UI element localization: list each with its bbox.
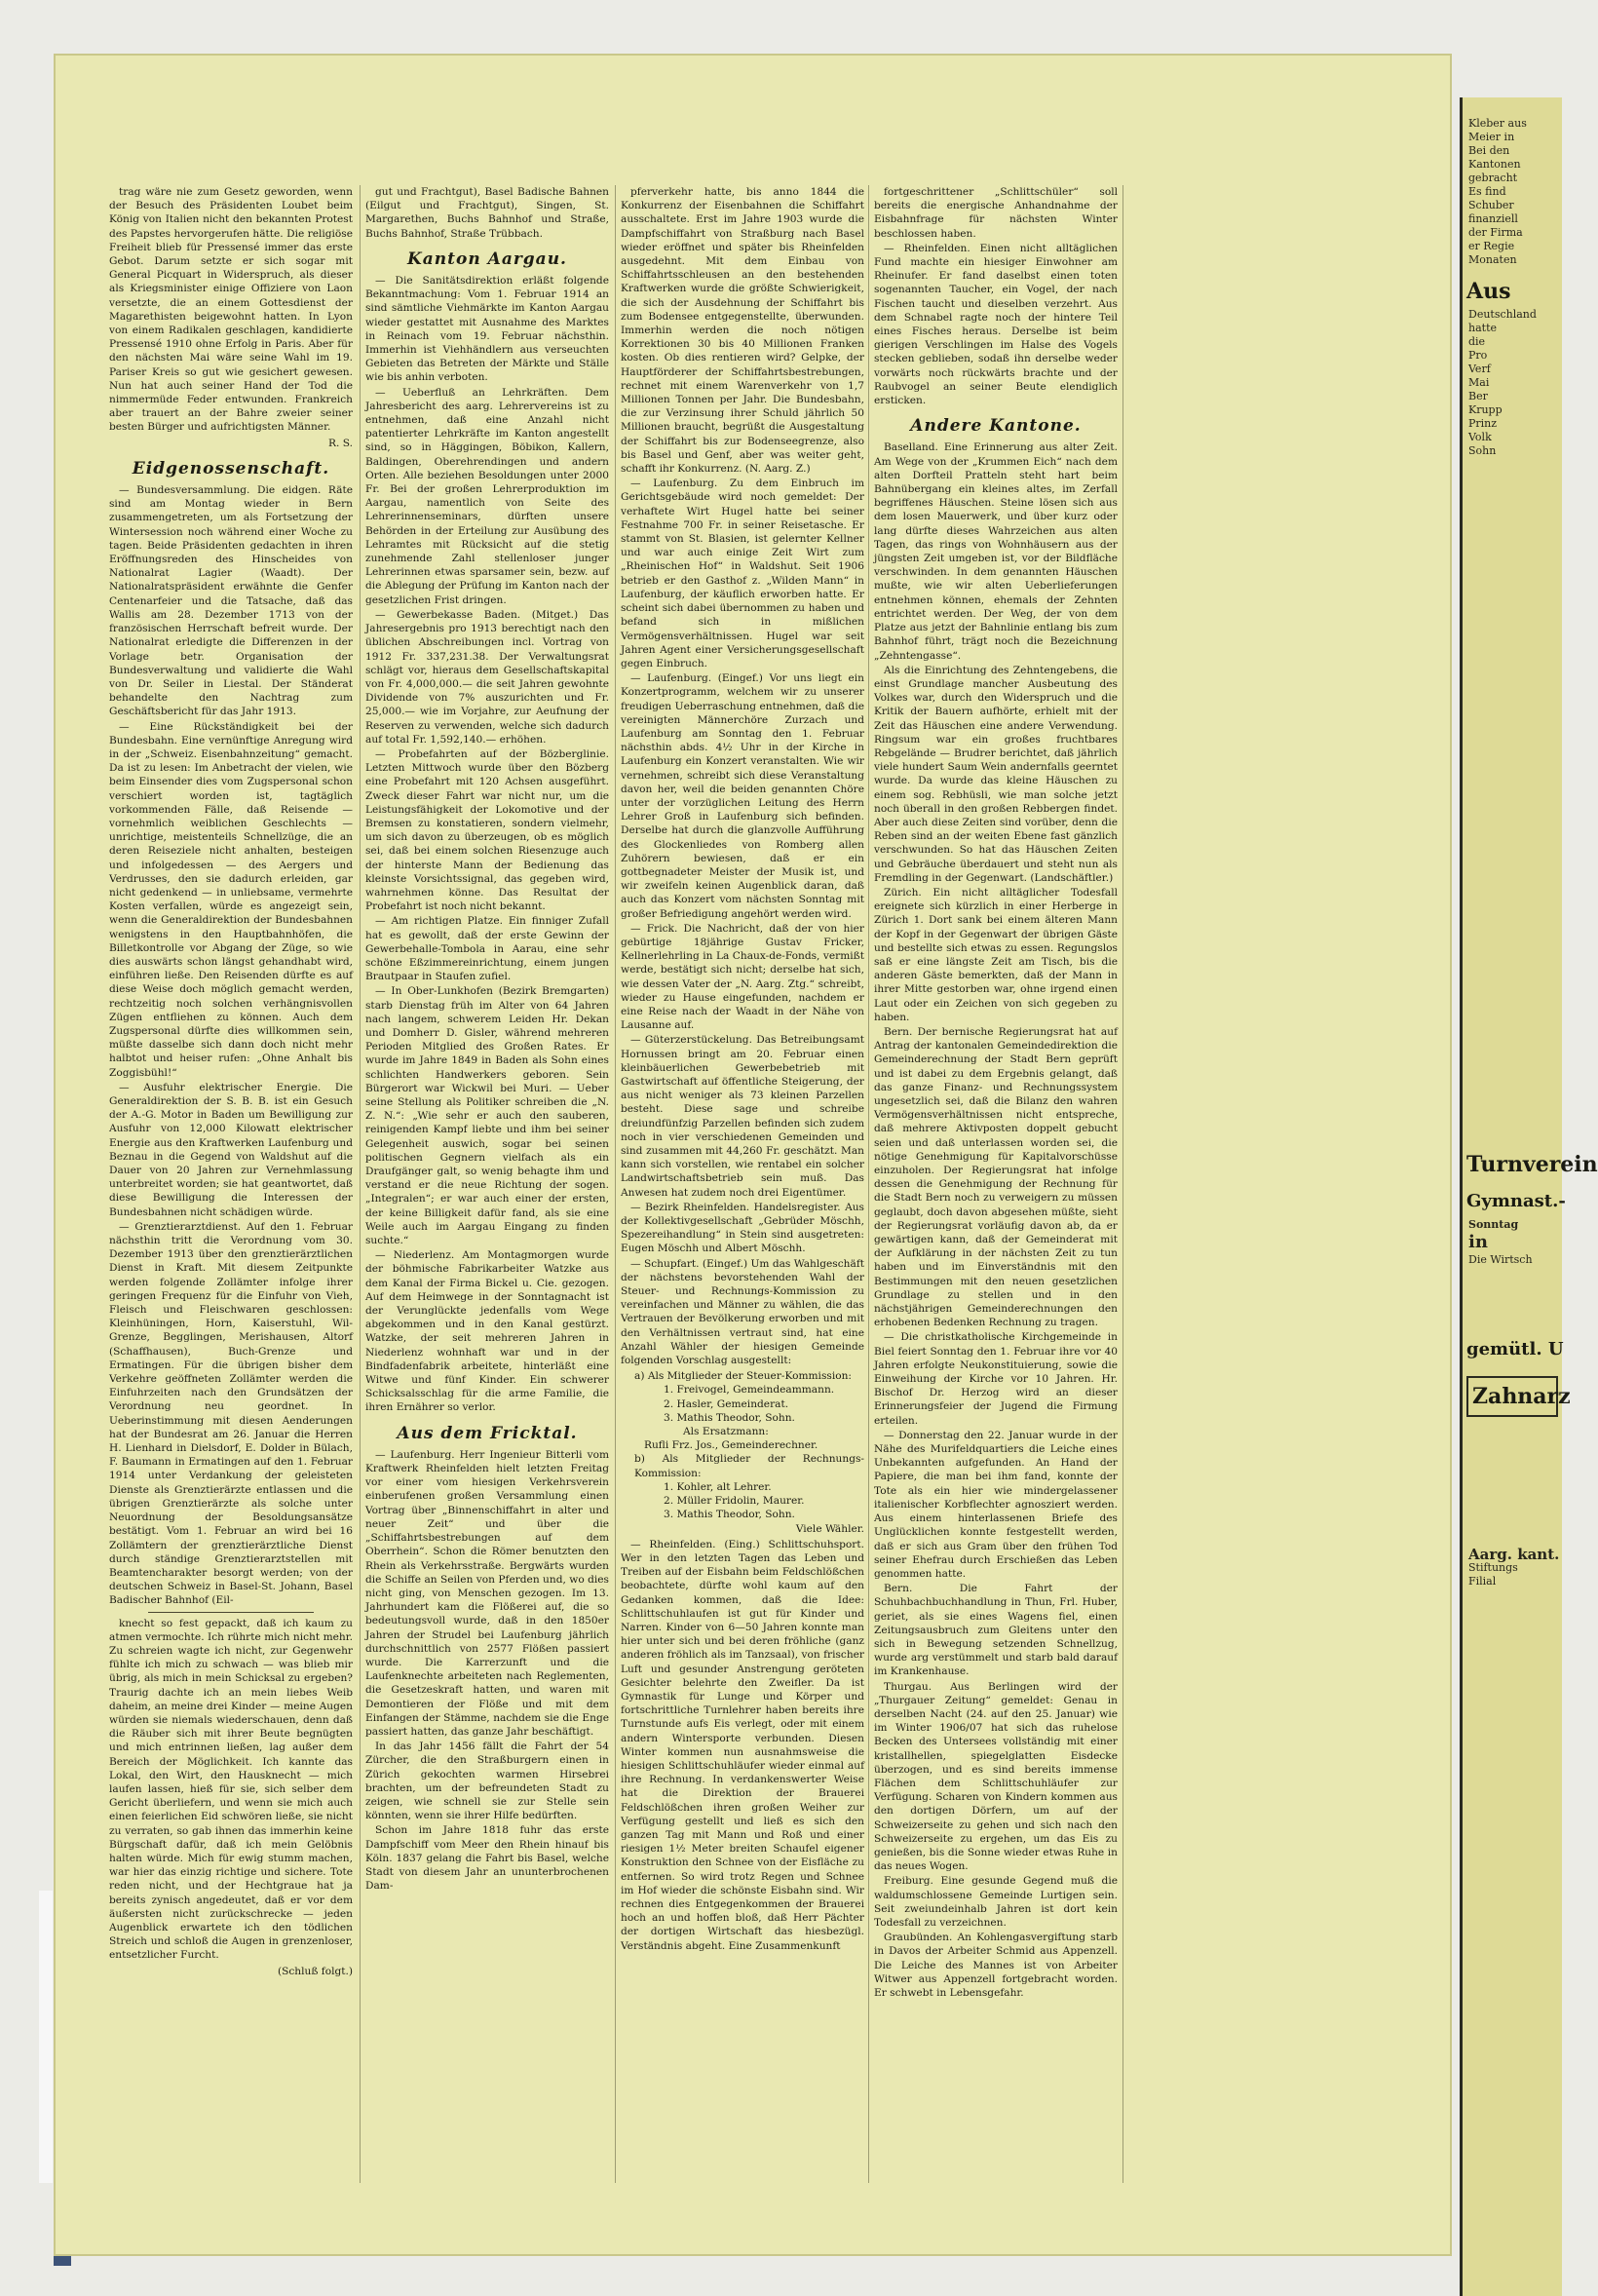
column-rule xyxy=(360,185,361,2183)
article-paragraph: — Probefahrten auf der Bözberglinie. Letzten Mittwoch wurde über den Bözberg eine Probefahrt mit 120 Achsen ausgeführt. Zweck dieser Fahrt war nicht nur, um die Leistungsfähigkeit der Lokomotive und der Bremsen zu konstatieren, sondern vielmehr, um sich davon zu überzeugen, ob es möglich sei, daß bei einem solchen Riesenzuge auch der hinterste Mann der Bedienung das kleinste Vorsichtssignal, das gegeben wird, wahrnehmen könne. Das Resultat der Probefahrt ist noch nicht bekannt. xyxy=(365,747,609,913)
article-paragraph: In das Jahr 1456 fällt die Fahrt der 54 Zürcher, die den Straßburgern einen in Zürich gekochten warmen Hirsebrei brachten, um der befreundeten Stadt zu zeigen, wie schnell sie zur Stelle sein könnten, wenn sie ihrer Hilfe bedürften. xyxy=(365,1741,609,1822)
article-paragraph: — Laufenburg. (Eingef.) Vor uns liegt ein Konzertprogramm, welchem wir zu unserer freudigen Ueberraschung entnehmen, daß die vereinigten Männerchöre Zurzach und Laufenburg am Sonntag den 1. Februar nächsthin abds. 4½ Uhr in der Kirche in Laufenburg ein Konzert veranstalten. Wie wir vernehmen, schreibt sich diese Veranstaltung davon her, weil die beiden genannten Chöre unter der vorzüglichen Leitung des Herrn Lehrer Groß in Laufenburg sich befinden. Derselbe hat durch die glanzvolle Aufführung des Glockenliedes von Romberg allen Zuhörern bewiesen, daß er ein gottbegnadeter Meister der Musik ist, und wir zweifeln keinen Augenblick daran, daß auch das Konzert vom nächsten Sonntag mit großer Befriedigung angehört werden wird. xyxy=(621,672,864,920)
article-paragraph: — Bundesversammlung. Die eidgen. Räte sind am Montag wieder in Bern zusammengetreten, um als Fortsetzung der Wintersession noch während einer Woche zu tagen. Beide Präsidenten gedachten in ihren Eröffnungsreden des Hinscheides von Nationalrat Lagier (Waadt). Der Nationalratspräsident erwähnte die Genfer Centenarfeier und die Tatsache, daß das Wallis am 28. Dezember 1713 von der französischen Herrschaft befreit wurde. Der Nationalrat erledigte die Differenzen in der Vorlage betr. Organisation der Bundesverwaltung und validierte die Wahl von Dr. Seiler in Liestal. Der Ständerat behandelte den Nachtrag zum Geschäftsbericht für das Jahr 1913. xyxy=(109,484,353,718)
adjacent-text-line: Kleber aus xyxy=(1468,117,1527,130)
adjacent-text-line: Die Wirtsch xyxy=(1468,1253,1533,1266)
list-item: 3. Mathis Theodor, Sohn. xyxy=(664,1509,795,1521)
article-paragraph: — Donnerstag den 22. Januar wurde in der Nähe des Murifeldquartiers die Leiche eines Unbekannten aufgefunden. An Hand der Papiere, die man bei ihm fand, konnte der Tote als ein hier wie mindergelassener italienischer Korbflechter agnosziert werden. Aus einem hinterlassenen Briefe des Unglücklichen konnte festgestellt werden, daß er sich aus Gram über den frühen Tod seiner Ehefrau durch Erschießen das Leben genommen hatte. xyxy=(874,1429,1118,1580)
article-text: gut und Frachtgut), Basel Badische Bahnen (Eilgut und Frachtgut), Singen, St. Margarethen, Buchs Bahnhof und Straße, Buchs Bahnhof, Straße Trübbach. xyxy=(365,186,609,240)
adjacent-text-line: finanziell xyxy=(1468,212,1518,225)
section-heading: Kanton Aargau. xyxy=(407,249,567,269)
article-signature: R. S. xyxy=(328,437,353,449)
adjacent-text-line: Prinz xyxy=(1468,417,1498,430)
article-paragraph: — Laufenburg. Herr Ingenieur Bitterli vom Kraftwerk Rheinfelden hielt letzten Freitag vor einer vom hiesigen Verkehrsverein einberufenen großen Versammlung einen Vortrag über „Binnenschiffahrt in alter und neuer Zeit“ und über die „Schiffahrtsbestrebungen auf dem Oberrhein“. Schon die Römer benutzten den Rhein als Verkehrsstraße. Bergwärts wurden die Schiffe an Seilen von Pferden und, wo dies nicht ging, von Menschen gezogen. Im 13. Jahrhundert kam die Flößerei auf, die so bedeutungsvoll wurde, daß in den 1850er Jahren der Strudel bei Laufenburg jährlich durchschnittlich von 2577 Flößen passiert wurde. Die Karrerzunft und die Laufenknechte arbeiteten nach Reglementen, die Gesetzeskraft hatten, und waren mit Demontieren der Flöße und mit dem Einfangen der Stämme, nachdem sie die Enge passiert hatten, das ganze Jahr beschäftigt. xyxy=(365,1448,609,1738)
adjacent-text-line: er Regie xyxy=(1468,240,1515,252)
article-paragraph: — Ausfuhr elektrischer Energie. Die Generaldirektion der S. B. B. ist ein Gesuch der A.-G. Motor in Baden um Bewilligung zur Ausfuhr von 12,000 Kilowatt elektrischer Energie aus den Kraftwerken Laufenburg und Beznau in die Gegend von Waldshut auf die Dauer von 20 Jahren zur Vernehmlassung unterbreitet worden; sie hat geantwortet, daß diese Bewilligung die Interessen der Bundesbahnen nicht schädigen würde. xyxy=(109,1081,353,1218)
article-text: fortgeschrittener „Schlittschüler“ soll bereits die energische Anhandnahme der Eisbahnfrage für nächsten Winter beschlossen haben. xyxy=(874,186,1118,240)
section-heading: Andere Kantone. xyxy=(910,416,1082,437)
article-paragraph: — Laufenburg. Zu dem Einbruch im Gerichtsgebäude wird noch gemeldet: Der verhaftete Wirt Hugel hatte bei seiner Festnahme 700 Fr. in seiner Reisetasche. Er stammt von St. Blasien, ist gelernter Kellner und war auch einige Zeit Wirt zum „Rheinischen Hof“ in Waldshut. Seit 1906 betrieb er den Gasthof z. „Wilden Mann“ in Laufenburg, der käuflich erworben hatte. Er scheint sich dabei übernommen zu haben und befand sich in mißlichen Vermögensverhältnissen. Hugel war seit Jahren Agent einer Versicherungsgesellschaft gegen Einbruch. xyxy=(621,478,864,670)
adjacent-text-line: Bei den xyxy=(1468,144,1510,157)
article-paragraph: Als die Einrichtung des Zehntengebens, die einst Grundlage mancher Ausbeutung des Volkes war, durch den Widerspruch und die Kritik der Bauern aufhörte, erhielt mit der Zeit das Häuschen eine andere Verwendung. Ringsum war ein großes fruchtbares Rebgelände — Brudrer berichtet, daß jährlich viele hundert Saum Wein andernfalls geerntet wurde. Da wurde das kleine Häuschen zu einem sog. Rebhüsli, wie man solche jetzt noch überall in den großen Rebbergen findet. Aber auch diese Zeiten sind vorüber, denn die Reben sind an der weiten Ebene fast gänzlich verschwunden. So hat das Häuschen Zeiten und Gebräuche überdauert und steht nun als Fremdling in der Gegenwart. (Landschäftler.) xyxy=(874,664,1118,884)
article-paragraph: — Schupfart. (Eingef.) Um das Wahlgeschäft der nächstens bevorstehenden Wahl der Steuer- und Rechnungs-Kommission zu vereinfachen und Männer zu wählen, die das Vertrauen der Bevölkerung erworben und mit den Verhältnissen vertraut sind, hat eine Anzahl Wähler der hiesigen Gemeinde folgenden Vorschlag ausgestellt: xyxy=(621,1257,864,1367)
list-item: 1. Freivogel, Gemeindeammann. xyxy=(664,1384,835,1397)
article-paragraph: — Gewerbekasse Baden. (Mitget.) Das Jahresergebnis pro 1913 berechtigt nach den üblichen Abschreibungen incl. Vortrag von 1912 Fr. 337,231.38. Der Verwaltungsrat schlägt vor, hieraus dem Gesellschaftskapital von Fr. 4,000,000.— die seit Jahren gewohnte Dividende von 7% auszurichten und Fr. 25,000.— wie im Vorjahre, zur Aeufnung der Reserven zu verwenden, welche sich dadurch auf total Fr. 1,592,140.— erhöhen. xyxy=(365,608,609,746)
article-paragraph: Bern. Der bernische Regierungsrat hat auf Antrag der kantonalen Gemeindedirektion die Gemeinderechnung der Stadt Bern geprüft und ist dabei zu dem Ergebnis gelangt, daß das ganze Finanz- und Rechnungssystem ungesetzlich sei, daß die Bilanz den wahren Vermögensverhältnissen nicht entspreche, daß mehrere Aktivposten doppelt gebucht seien und daß unterlassen worden sei, die nötige Genehmigung für Kapitalvorschüsse einzuholen. Der Regierungsrat hat infolge dessen die Genehmigung der Rechnung für die Stadt Bern noch zu verweigern zu müssen geglaubt, doch davon abgesehen müßte, sieht der Regierungsrat vorläufig davon ab, da er gewärtigen kann, daß der Gemeinderat mit der Aufklärung in der nächsten Zeit zu tun haben und im Einverständnis mit den Bestimmungen mit den neuen gesetzlichen Grundlage zu stellen und in den nächstjährigen Gemeinderechnungen den erhobenen Bedenken Rechnung zu tragen. xyxy=(874,1025,1118,1329)
list-item: a) Als Mitglieder der Steuer-Kommission: xyxy=(634,1370,852,1383)
article-paragraph: — Die Sanitätsdirektion erläßt folgende Bekanntmachung: Vom 1. Februar 1914 an sind sämtliche Viehmärkte im Kanton Aargau wieder gestattet mit Ausnahme des Marktes in Reinach vom 19. Februar nächsthin. Immerhin ist Viehhändlern aus verseuchten Gebieten das Betreten der Märkte und Ställe wie bis anhin verboten. xyxy=(365,275,609,384)
article-paragraph: — Niederlenz. Am Montagmorgen wurde der böhmische Fabrikarbeiter Watzke aus dem Kanal der Firma Bickel u. Cie. gezogen. Auf dem Heimwege in der Sonntagnacht ist der Verunglückte jedenfalls vom Wege abgekommen und in den Kanal gestürzt. Watzke, der seit mehreren Jahren in Niederlenz wohnhaft war und in der Bindfadenfabrik arbeitete, hinterläßt eine Witwe und fünf Kinder. Ein schwerer Schicksalsschlag für die arme Familie, die ihren Ernährer so verlor. xyxy=(365,1249,609,1414)
adjacent-text-line: Volk xyxy=(1468,431,1492,443)
adjacent-text-line: Monaten xyxy=(1468,253,1517,266)
adjacent-text-line: Stiftungs xyxy=(1468,1561,1518,1574)
column-rule xyxy=(615,185,616,2183)
article-paragraph: Bern. Die Fahrt der Schuhbachbuchhandlung in Thun, Frl. Huber, geriet, als sie eines Wagens fiel, einen Zeitungsausbruch zum Gleitens unter den sich in Bewegung setzenden Schnellzug, wurde arg verstümmelt und starb bald darauf im Krankenhause. xyxy=(874,1583,1118,1678)
column-3 xyxy=(621,185,864,1954)
list-item: Als Ersatzmann: xyxy=(683,1426,769,1438)
adjacent-text-line: gebracht xyxy=(1468,172,1518,184)
article-text: pferverkehr hatte, bis anno 1844 die Konkurrenz der Eisenbahnen die Schiffahrt ausschaltete. Erst im Jahre 1903 wurde die Dampfschiffahrt von Straßburg nach Basel wieder eröffnet und später bis Rheinfelden ausgedehnt. Mit dem Einbau von Schiffahrtsschleusen an den bestehenden Kraftwerken wurde die größte Schwierigkeit, die sich der Ausdehnung der Schiffahrt bis zum Bodensee entgegenstellte, überwunden. Immerhin werden die noch nötigen Korrektionen 30 bis 40 Millionen Franken kosten. Ob dies rentieren wird? Gelpke, der Hauptförderer der Schiffahrtsbestrebungen, rechnet mit einem Warenverkehr von 1,7 Millionen Tonnen per Jahr. Die Bundesbahn, die zur Verzinsung ihrer Schuld jährlich 50 Millionen braucht, begrüßt die Ausgestaltung der Schiffahrt bis zur Bodenseegrenze, also bis Basel und Genf, aber was weiter geht, schafft ihr Konkurrenz. (N. Aarg. Z.) xyxy=(621,186,864,476)
election-list xyxy=(634,1369,864,1535)
list-item: Viele Wähler. xyxy=(795,1522,864,1535)
adjacent-text-line: hatte xyxy=(1468,322,1497,334)
adjacent-ad-box xyxy=(1466,1376,1571,1417)
article-paragraph: — Rheinfelden. (Eing.) Schlittschuhsport. Wer in den letzten Tagen das Leben und Treiben auf der Eisbahn beim Feldschlößchen beobachtete, dürfte wohl kaum auf den Gedanken kommen, daß die Idee: Schlittschuhlaufen ist gut für Kinder und Narren. Kinder von 6—50 Jahren konnte man hier unter sich und bei deren fröhliche (ganz anderen fröhlich als im Tanzsaal), von frischer Luft und gesunder Anstrengung geröteten Gesichter belehrte den Zweifler. Da ist Gymnastik für Lunge und Körper und fortschrittliche Turnlehrer haben bereits ihre Turnstunde aufs Eis verlegt, oder mit einem andern Wintersporte verbunden. Diesen Winter kommen nun ausnahmsweise die hiesigen Schlittschuhläufer wieder einmal auf ihre Rechnung. In verdankenswerter Weise hat die Direktion der Brauerei Feldschlößchen ihren großen Weiher zur Verfügung gestellt und ließ es sich den ganzen Tag mit Mann und Roß und einer riesigen 1½ Meter breiten Schaufel eigener Konstruktion den Schnee von der Eisfläche zu entfernen. So wird trotz Regen und Schnee im Hof wieder die schönste Eisbahn sind. Wir rechnen dies Entgegenkommen der Brauerei hoch an und hoffen bloß, daß Herr Pächter der dortigen Wirtschaft das hiesbezügl. Verständnis abgeht. Eine Zusammenkunft xyxy=(621,1538,864,1952)
article-paragraph: — In Ober-Lunkhofen (Bezirk Bremgarten) starb Dienstag früh im Alter von 64 Jahren nach langem, schwerem Leiden Hr. Dekan und Domherr D. Gisler, während mehreren Perioden Mitglied des Großen Rates. Er wurde im Jahre 1849 in Baden als Sohn eines schlichten Handwerkers geboren. Sein Bürgerort war Wickwil bei Muri. — Ueber seine Stellung als Politiker schreiben die „N. Z. N.“: „Wie sehr er auch den sauberen, reinigenden Kampf liebte und ihm bei seiner Gelegenheit auswich, sogar bei seinen politischen Gegnern vielfach als ein Draufgänger galt, so wenig behagte ihm und verstand er die neue Richtung der sogen. „Integralen“; er war auch einer der ersten, der keine Billigkeit dafür fand, als sie eine Weile auch im Aargau Eingang zu finden suchte.“ xyxy=(365,985,609,1247)
adjacent-text-line: Krupp xyxy=(1468,403,1503,416)
adjacent-text-line: Pro xyxy=(1468,349,1488,362)
article-paragraph: Graubünden. An Kohlengasvergiftung starb in Davos der Arbeiter Schmid aus Appenzell. Die Leiche des Mannes ist von Arbeiter Witwer aus Appenzell fortgebracht worden. Er schwebt in Lebensgefahr. xyxy=(874,1932,1118,1999)
adjacent-text-line: Es find xyxy=(1468,185,1506,198)
list-item: Rufli Frz. Jos., Gemeinderechner. xyxy=(644,1439,818,1452)
page-clip-paper xyxy=(39,1891,53,2183)
adjacent-text-line: Kantonen xyxy=(1468,158,1521,171)
column-4 xyxy=(874,185,1118,2001)
adjacent-text-line: Sonntag xyxy=(1468,1218,1519,1231)
list-item: 1. Kohler, alt Lehrer. xyxy=(664,1480,772,1493)
adjacent-page-edge xyxy=(1460,97,1598,2296)
adjacent-text-line: in xyxy=(1468,1232,1488,1252)
article-paragraph: — Am richtigen Platze. Ein finniger Zufall hat es gewollt, daß der erste Gewinn der Gewerbehalle-Tombola in Aarau, eine sehr schöne Eßzimmereinrichtung, einem jungen Brautpaar in Staufen zufiel. xyxy=(365,915,609,983)
adjacent-text-line: die xyxy=(1468,335,1486,348)
article-paragraph: — Eine Rückständigkeit bei der Bundesbahn. Eine vernünftige Anregung wird in der „Schweiz. Eisenbahnzeitung“ gemacht. Da ist zu lesen: Im Anbetracht der vielen, wie beim Einsender dies vom Zugspersonal schon verschiert worden ist, tagtäglich vorkommenden Fälle, daß Reisende — vornehmlich weiblichen Geschlechts — unrichtige, meistenteils Schnellzüge, die an deren Reiseziele nicht anhalten, besteigen und infolgedessen — des Aergers und Verdrusses, den sie dadurch erleiden, gar nicht gedenkend — in unliebsame, vermehrte Kosten verfallen, würde es angezeigt sein, wenn die Generaldirektion der Bundesbahnen wenigstens in den Hauptbahnhöfen, die Billetkontrolle vor Abgang der Züge, so wie dies auswärts schon längst gehandhabt wird, einführen ließe. Den Reisenden dürfte es auf diese Weise doch möglich gemacht werden, rechtzeitig noch solchen verhängnisvollen Zügen entfliehen zu können. Auch dem Zugspersonal dürfte dies willkommen sein, müßte dasselbe sich dann doch nicht mehr halbtot und heiser rufen: „Ohne Anhalt bis Zoggisbühl!“ xyxy=(109,720,353,1079)
article-paragraph: Thurgau. Aus Berlingen wird der „Thurgauer Zeitung“ gemeldet: Genau in derselben Nacht (24. auf den 25. Januar) wie im Winter 1906/07 hat sich das ruhelose Becken des Untersees vollständig mit einer kristallhellen, spiegelglatten Eisdecke überzogen, und es sind bereits immense Flächen dem Schlittschuhläufer zur Verfügung. Scharen von Kindern kommen aus den dortigen Dörfern, um auf der Schweizerseite zu gehen und sich nach den Schweizerseite zu ergehen, um das Eis zu genießen, bis die Sonne wieder etwas Ruhe in das neues Wogen. xyxy=(874,1680,1118,1873)
list-item: b) Als Mitglieder der Rechnungs-Kommission: xyxy=(634,1453,864,1479)
adjacent-text-line: Aarg. kant. xyxy=(1468,1546,1560,1563)
adjacent-text-line: Mai xyxy=(1468,376,1490,389)
adjacent-text-line: der Firma xyxy=(1468,226,1523,239)
adjacent-ad-heading: Turnverein xyxy=(1466,1152,1598,1177)
feuilleton-text: knecht so fest gepackt, daß ich kaum zu atmen vermochte. Ich rührte mich nicht mehr. Zu schreien wagte ich nicht, zur Gegenwehr fühlte ich mich zu schwach — was blieb mir übrig, als mich in mein Schicksal zu ergeben? Traurig dachte ich an mein liebes Weib daheim, an meine drei Kinder — meine Augen würden sie niemals wiederschauen, denn daß die Räuber sich mit ihrer Beute begnügten und mich entrinnen ließen, lag außer dem Bereich der Möglichkeit. Ich kannte das Lokal, den Wirt, den Hausknecht — mich laufen lassen, hieß für sie, sich selber dem Gericht überliefern, und wenn sie mich auch einen feierlichen Eid schwören ließe, sie nicht zu verraten, so gab ihnen das immerhin keine Bürgschaft dafür, daß ich mein Gelöbnis halten würde. Mich für ewig stumm machen, war hier das einzig richtige und sichere. Tote reden nicht, und der Hechtgraue hat ja bereits zynisch angedeutet, daß er vor dem äußersten nicht zurückschrecke — jeden Augenblick erwartete ich den tödlichen Streich und schloß die Augen in grenzenloser, entsetzlicher Furcht. xyxy=(109,1617,353,1962)
continued-note: (Schluß folgt.) xyxy=(277,1965,353,1977)
adjacent-text-line: Ber xyxy=(1468,390,1488,402)
adjacent-text-line: Filial xyxy=(1468,1575,1497,1588)
article-paragraph: Freiburg. Eine gesunde Gegend muß die waldumschlossene Gemeinde Lurtigen sein. Seit zweiundeinhalb Jahren ist dort kein Todesfall zu verzeichnen. xyxy=(874,1875,1118,1929)
adjacent-text-line: Meier in xyxy=(1468,131,1515,143)
list-item: 3. Mathis Theodor, Sohn. xyxy=(664,1411,795,1424)
article-paragraph: Zürich. Ein nicht alltäglicher Todesfall ereignete sich kürzlich in einer Herberge in Zürich 1. Dort sank bei einem älteren Mann der Kopf in der Gegenwart der übrigen Gäste und bestellte sich etwas zu essen. Regungslos saß er eine längste Zeit am Tisch, bis die anderen Gäste bemerkten, daß der Mann in ihrer Mitte gestorben war, ohne irgend einen Laut oder ein Zeichen von sich gegeben zu haben. xyxy=(874,886,1118,1023)
article-paragraph: — Rheinfelden. Einen nicht alltäglichen Fund machte ein hiesiger Einwohner am Rheinufer. Er fand daselbst einen toten sogenannten Taucher, ein Vogel, der nach Fischen taucht und dieselben verzehrt. Aus dem Schnabel ragte noch der hintere Teil eines Fisches heraus. Derselbe ist beim gierigen Verschlingen im Halse des Vogels stecken geblieben, sodaß ihn derselbe weder vorwärts noch rückwärts brachte und der Raubvogel an seiner Beute elendiglich ersticken. xyxy=(874,242,1118,407)
article-paragraph: — Grenztierarztdienst. Auf den 1. Februar nächsthin tritt die Verordnung vom 30. Dezember 1913 über den grenztierärztlichen Dienst in Kraft. Mit diesem Zeitpunkte werden folgende Zollämter infolge ihrer geringen Frequenz für die Einfuhr von Vieh, Fleisch und Fleischwaren geschlossen: Kleinhüningen, Horn, Kaiserstuhl, Wil-Grenze, Begglingen, Merishausen, Altorf (Schaffhausen), Buch-Grenze und Ermatingen. Für die übrigen bisher dem Verkehre geöffneten Zollämter werden die Einfuhrzeiten nach den Grundsätzen der Verordnung neu geordnet. In Ueberinstimmung mit diesen Aenderungen hat der Bundesrat am 26. Januar die Herren H. Lienhard in Dielsdorf, E. Dolder in Bülach, F. Baumann in Ermatingen auf den 1. Februar 1914 unter Verdankung der geleisteten Dienste als Grenztierärzte entlassen und die übrigen Grenztierärzte als solche unter Neuordnung der Besoldungsansätze bestätigt. Vom 1. Februar an wird bei 16 Zollämtern der grenztierärztliche Dienst durch ständige Grenztierarztstellen mit Beamtencharakter besorgt werden; von der deutschen Schweiz in Basel-St. Johann, Basel Badischer Bahnhof (Eil- xyxy=(109,1220,353,1607)
adjacent-text-line: Verf xyxy=(1468,363,1491,375)
list-item: 2. Müller Fridolin, Maurer. xyxy=(664,1495,805,1508)
adjacent-text-line: Sohn xyxy=(1468,444,1497,457)
article-text: trag wäre nie zum Gesetz geworden, wenn der Besuch des Präsidenten Loubet beim König von Italien nicht den bekannten Protest des Papstes hervorgerufen hätte. Die religiöse Freiheit blieb für Pressensé immer das erste Gebot. Darum setzte er sich sogar mit General Picquart in Widerspruch, als dieser als Kriegsminister einige Offiziere von Laon versetzte, die an einem Gottesdienst der Magarethisten beigewohnt hatten. In Lyon von einem Radikalen geschlagen, kandidierte Pressensé 1910 ohne Erfolg in Paris. Aber für den nächsten Mai wäre seine Wahl im 19. Pariser Kreis so gut wie gesichert gewesen. Nun hat auch seiner Hand der Tod die nimmermüde Feder entwunden. Frankreich aber trauert an der Bahre zweier seiner besten Bürger und aufrichtigsten Männer. xyxy=(109,186,353,434)
adjacent-text-line: Schuber xyxy=(1468,199,1514,211)
section-heading: Aus dem Fricktal. xyxy=(397,1423,578,1443)
adjacent-text-line: Deutschland xyxy=(1468,308,1537,321)
adjacent-ad-title: Zahnarz xyxy=(1472,1384,1571,1409)
section-heading: Eidgenossenschaft. xyxy=(132,458,330,478)
feuilleton-rule xyxy=(148,1612,314,1613)
article-paragraph: — Die christkatholische Kirchgemeinde in Biel feiert Sonntag den 1. Februar ihre vor 40 Jahren erfolgte Neukonstituierung, sowie die Einweihung der Kirche vor 10 Jahren. Hr. Bischof Dr. Herzog wird an dieser Erinnerungsfeier der Jugend die Firmung erteilen. xyxy=(874,1331,1118,1427)
column-rule xyxy=(1122,185,1123,2183)
article-paragraph: — Bezirk Rheinfelden. Handelsregister. Aus der Kollektivgesellschaft „Gebrüder Möschh, Spezereihandlung“ in Stein sind ausgetreten: Eugen Möschh und Albert Möschh. xyxy=(621,1201,864,1255)
article-paragraph: — Güterzerstückelung. Das Betreibungsamt Hornussen bringt am 20. Februar einen kleinbäuerlichen Gewerbebetrieb mit Gastwirtschaft auf öffentliche Steigerung, der aus nicht weniger als 73 kleinen Parzellen besteht. Diese sage und schreibe dreiundfünfzig Parzellen befinden sich zudem noch in vier verschiedenen Gemeinden und sind zusammen mit 44,260 Fr. geschätzt. Man kann sich vorstellen, wie rentabel ein solcher Landwirtschaftsbetrieb sein muß. Das Anwesen hat zudem noch drei Eigentümer. xyxy=(621,1034,864,1199)
article-paragraph: — Frick. Die Nachricht, daß der von hier gebürtige 18jährige Gustav Fricker, Kellnerlehrling in La Chaux-de-Fonds, vermißt werde, bestätigt sich nicht; derselbe hat sich, wie dessen Vater der „N. Aarg. Ztg.“ schreibt, wieder zu Hause eingefunden, nachdem er eine Reise nach der Waadt in der Nähe von Lausanne auf. xyxy=(621,922,864,1032)
adjacent-ad-heading: Gymnast.- xyxy=(1466,1191,1566,1211)
adjacent-ad-heading: gemütl. U xyxy=(1466,1339,1564,1359)
list-item: 2. Hasler, Gemeinderat. xyxy=(664,1397,789,1410)
column-rule xyxy=(868,185,869,2183)
adjacent-heading: Aus xyxy=(1466,279,1511,304)
article-paragraph: — Ueberfluß an Lehrkräften. Dem Jahresbericht des aarg. Lehrervereins ist zu entnehmen, daß eine Anzahl nicht patentierter Lehrkräfte im Kanton angestellt sind, so in Häggingen, Böbikon, Kallern, Baldingen, Oberehrendingen und andern Orten. Alle beziehen Besoldungen unter 2000 Fr. Bei der großen Lehrerproduktion im Aargau, namentlich von Seite des Lehrerinnenseminars, dürften unsere Behörden in der Erteilung zur Ausübung des Lehramtes mit Rücksicht auf die stetig zunehmende Zahl stellenloser junger Lehrerinnen etwas sparsamer sein, bezw. auf die Ablegung der Prüfung im Kanton nach der gesetzlichen Frist dringen. xyxy=(365,386,609,606)
article-paragraph: Schon im Jahre 1818 fuhr das erste Dampfschiff vom Meer den Rhein hinauf bis Köln. 1837 gelang die Fahrt bis Basel, welche Stadt von diesem Jahr an ununterbrochenen Dam- xyxy=(365,1824,609,1893)
column-1 xyxy=(109,185,353,1978)
article-paragraph: Baselland. Eine Erinnerung aus alter Zeit. Am Wege von der „Krummen Eich“ nach dem alten Dorfteil Pratteln steht hart beim Bahnübergang ein kleines altes, im Zerfall begriffenes Häuschen. Steine lösen sich aus dem losen Mauerwerk, und über kurz oder lang dürfte dieses Wahrzeichen aus alten Tagen, das rings von Wohnhäusern aus der jüngsten Zeit umgeben ist, vor der Bildfläche verschwinden. In dem genannten Häuschen mußte, wie wir alten Ueberlieferungen entnehmen können, ehemals der Zehnten entrichtet werden. Der Weg, der von dem Platze aus jetzt der Bahnlinie entlang bis zum Bahnhof führt, trägt noch die Bezeichnung „Zehntengasse“. xyxy=(874,441,1118,662)
column-2 xyxy=(365,185,609,1894)
